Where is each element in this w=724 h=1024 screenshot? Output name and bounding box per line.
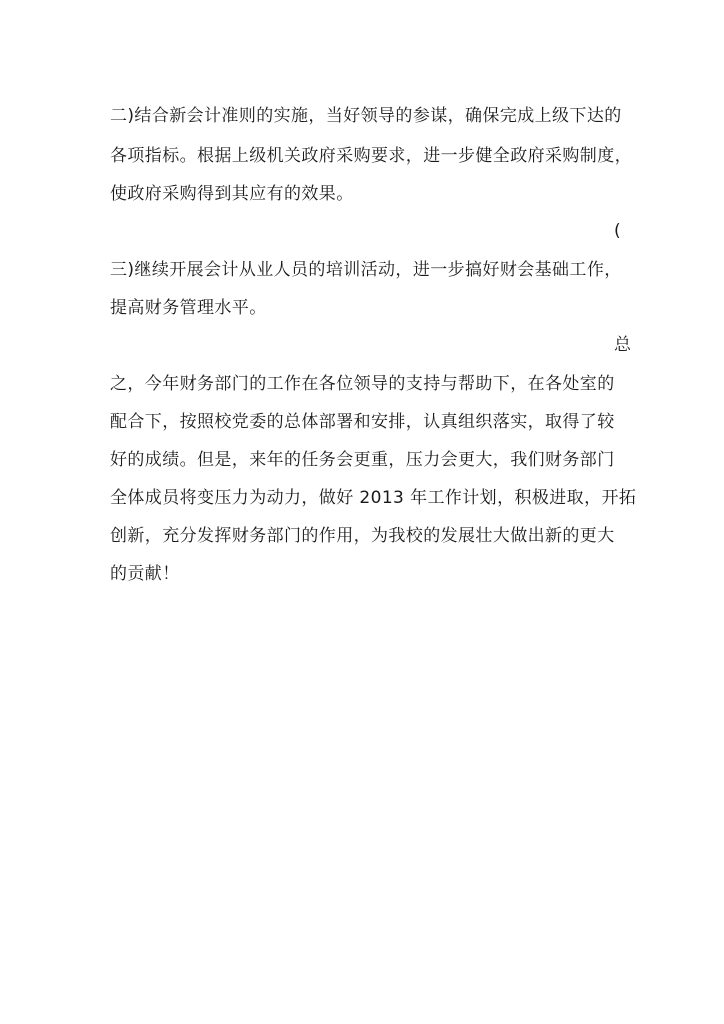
section-2-line-2: 各项指标。根据上级机关政府采购要求，进一步健全政府采购制度， <box>110 146 632 166</box>
section-3-line-2: 提高财务管理水平。 <box>110 298 267 318</box>
section-3-marker: ( <box>614 221 621 241</box>
section-2-line-1: 二)结合新会计准则的实施，当好领导的参谋，确保完成上级下达的 <box>110 106 622 126</box>
summary-line-5: 创新，充分发挥财务部门的作用，为我校的发展壮大做出新的更大 <box>110 526 615 546</box>
section-2-line-3: 使政府采购得到其应有的效果。 <box>110 184 354 204</box>
summary-line-2: 配合下，按照校党委的总体部署和安排，认真组织落实，取得了较 <box>110 412 615 432</box>
summary-line-6: 的贡献！ <box>110 564 180 584</box>
summary-line-1: 之，今年财务部门的工作在各位领导的支持与帮助下，在各处室的 <box>110 374 615 394</box>
summary-line-3: 好的成绩。但是，来年的任务会更重，压力会更大，我们财务部门 <box>110 450 615 470</box>
summary-line-4: 全体成员将变压力为动力，做好 2013 年工作计划，积极进取，开拓 <box>110 488 637 508</box>
summary-marker: 总 <box>614 335 631 355</box>
section-3-line-1: 三)继续开展会计从业人员的培训活动，进一步搞好财会基础工作， <box>110 260 622 280</box>
